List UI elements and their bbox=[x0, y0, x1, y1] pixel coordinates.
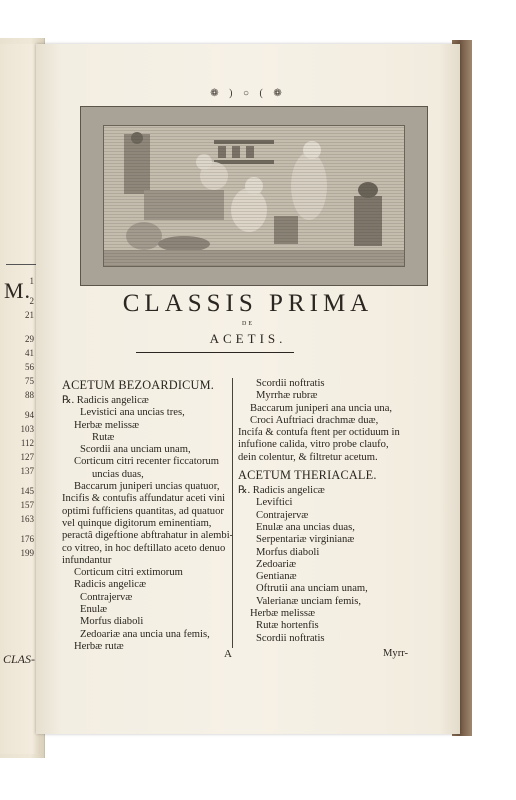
left-page-number: 145 bbox=[20, 486, 34, 496]
left-page-number: 21 bbox=[25, 310, 34, 320]
text-line: Croci Auftriaci drachmæ duæ, bbox=[250, 414, 379, 426]
text-line: dein colentur, & filtretur acetum. bbox=[238, 451, 378, 463]
text-line: Leviftici bbox=[256, 497, 293, 509]
text-line: Herbæ rutæ bbox=[74, 640, 124, 652]
title-de: DE bbox=[242, 321, 254, 327]
text-line: Herbæ melissæ bbox=[250, 608, 316, 620]
left-page-number: 29 bbox=[25, 334, 34, 344]
text-line: Incifis & contufis affundatur aceti vini bbox=[62, 493, 226, 505]
text-line: infundantur bbox=[62, 554, 112, 566]
text-line: uncias duas, bbox=[92, 468, 144, 480]
text-line: Gentianæ bbox=[256, 571, 297, 583]
text-line: Myrrhæ rubræ bbox=[256, 390, 318, 402]
text-line: Enulæ ana uncias duas, bbox=[256, 521, 355, 533]
right-text-column bbox=[238, 378, 420, 645]
left-page-number: 176 bbox=[20, 534, 34, 544]
text-line: Corticum citri recenter ficcatorum bbox=[74, 456, 220, 468]
left-page-rule bbox=[6, 264, 36, 265]
left-page-number: 163 bbox=[20, 514, 34, 524]
text-line: Incifa & contufa ftent per octiduum in bbox=[238, 427, 400, 439]
text-line: Scordii noftratis bbox=[256, 378, 325, 389]
column-divider bbox=[232, 378, 233, 648]
text-line: ℞. Radicis angelicæ bbox=[238, 485, 325, 497]
text-line: optimi fufficiens quantitas, ad quatuor bbox=[62, 505, 224, 517]
text-line: Rutæ hortenfis bbox=[256, 620, 319, 632]
book-page bbox=[36, 44, 460, 734]
text-line: Morfus diaboli bbox=[80, 616, 144, 628]
text-line: Morfus diaboli bbox=[256, 546, 320, 558]
left-page-number: 41 bbox=[25, 348, 34, 358]
recipe-heading: ACETUM THERIACALE. bbox=[238, 468, 377, 483]
decorative-rule bbox=[136, 350, 294, 356]
left-page-number: 199 bbox=[20, 548, 34, 558]
signature-mark: A bbox=[224, 648, 232, 660]
text-line: vel quinque digitorum eminentiam, bbox=[62, 517, 212, 529]
text-line: Contrajervæ bbox=[80, 591, 133, 603]
text-line: Zedoariæ ana uncia una femis, bbox=[80, 628, 210, 640]
page-title: CLASSIS PRIMA bbox=[122, 290, 374, 317]
left-page-number: 157 bbox=[20, 500, 34, 510]
recipe-heading: ACETUM BEZOARDICUM. bbox=[62, 378, 215, 392]
text-line: Radicis angelicæ bbox=[74, 579, 147, 591]
left-page-number: 1 bbox=[29, 276, 34, 286]
text-line: Oftrutii ana unciam unam, bbox=[256, 583, 368, 595]
left-page-number: 137 bbox=[20, 466, 34, 476]
left-page-number: 103 bbox=[20, 424, 34, 434]
text-line: ℞. Radicis angelicæ bbox=[62, 395, 149, 406]
left-page-number: 2 bbox=[29, 296, 34, 306]
text-line: Rutæ bbox=[92, 431, 115, 443]
head-ornament: ❁ ) ○ ( ❁ bbox=[210, 88, 286, 99]
left-page-number: 75 bbox=[25, 376, 34, 386]
text-line: Serpentariæ virginianæ bbox=[256, 534, 355, 546]
engraving-illustration bbox=[80, 106, 428, 286]
left-page-number: 94 bbox=[25, 410, 34, 420]
text-line: Baccarum juniperi uncias quatuor, bbox=[74, 481, 220, 493]
text-line: Valerianæ unciam femis, bbox=[256, 595, 362, 607]
text-line: Zedoariæ bbox=[256, 558, 297, 570]
left-page-number: 112 bbox=[20, 438, 34, 448]
engraving-hatching bbox=[104, 126, 404, 266]
left-page-catchword: CLAS- bbox=[3, 652, 36, 666]
left-page-number: 56 bbox=[25, 362, 34, 372]
engraving-panel bbox=[103, 125, 405, 267]
text-line: Contrajervæ bbox=[256, 509, 309, 521]
text-line: co vitreo, in hoc deftillato aceto denuo bbox=[62, 542, 226, 554]
text-line: Enulæ bbox=[80, 604, 108, 616]
text-line: Herbæ melissæ bbox=[74, 419, 140, 431]
left-text-column bbox=[62, 378, 234, 653]
left-page-big-letter: M. bbox=[4, 278, 32, 303]
left-page-number: 88 bbox=[25, 390, 34, 400]
page-subtitle: ACETIS. bbox=[209, 331, 287, 346]
left-facing-page bbox=[0, 44, 40, 754]
catchword: Myrr- bbox=[383, 648, 409, 659]
text-line: infufione calida, vitro probe claufo, bbox=[238, 439, 389, 451]
text-line: peractâ digeftione abftrahatur in alembi- bbox=[62, 530, 234, 542]
left-page-number: 127 bbox=[20, 452, 34, 462]
text-line: Scordii ana unciam unam, bbox=[80, 444, 191, 456]
text-line: Baccarum juniperi ana uncia una, bbox=[250, 402, 393, 414]
text-line: Corticum citri extimorum bbox=[74, 567, 183, 579]
text-line: Scordii noftratis bbox=[256, 632, 325, 644]
text-line: Levistici ana uncias tres, bbox=[80, 407, 185, 419]
